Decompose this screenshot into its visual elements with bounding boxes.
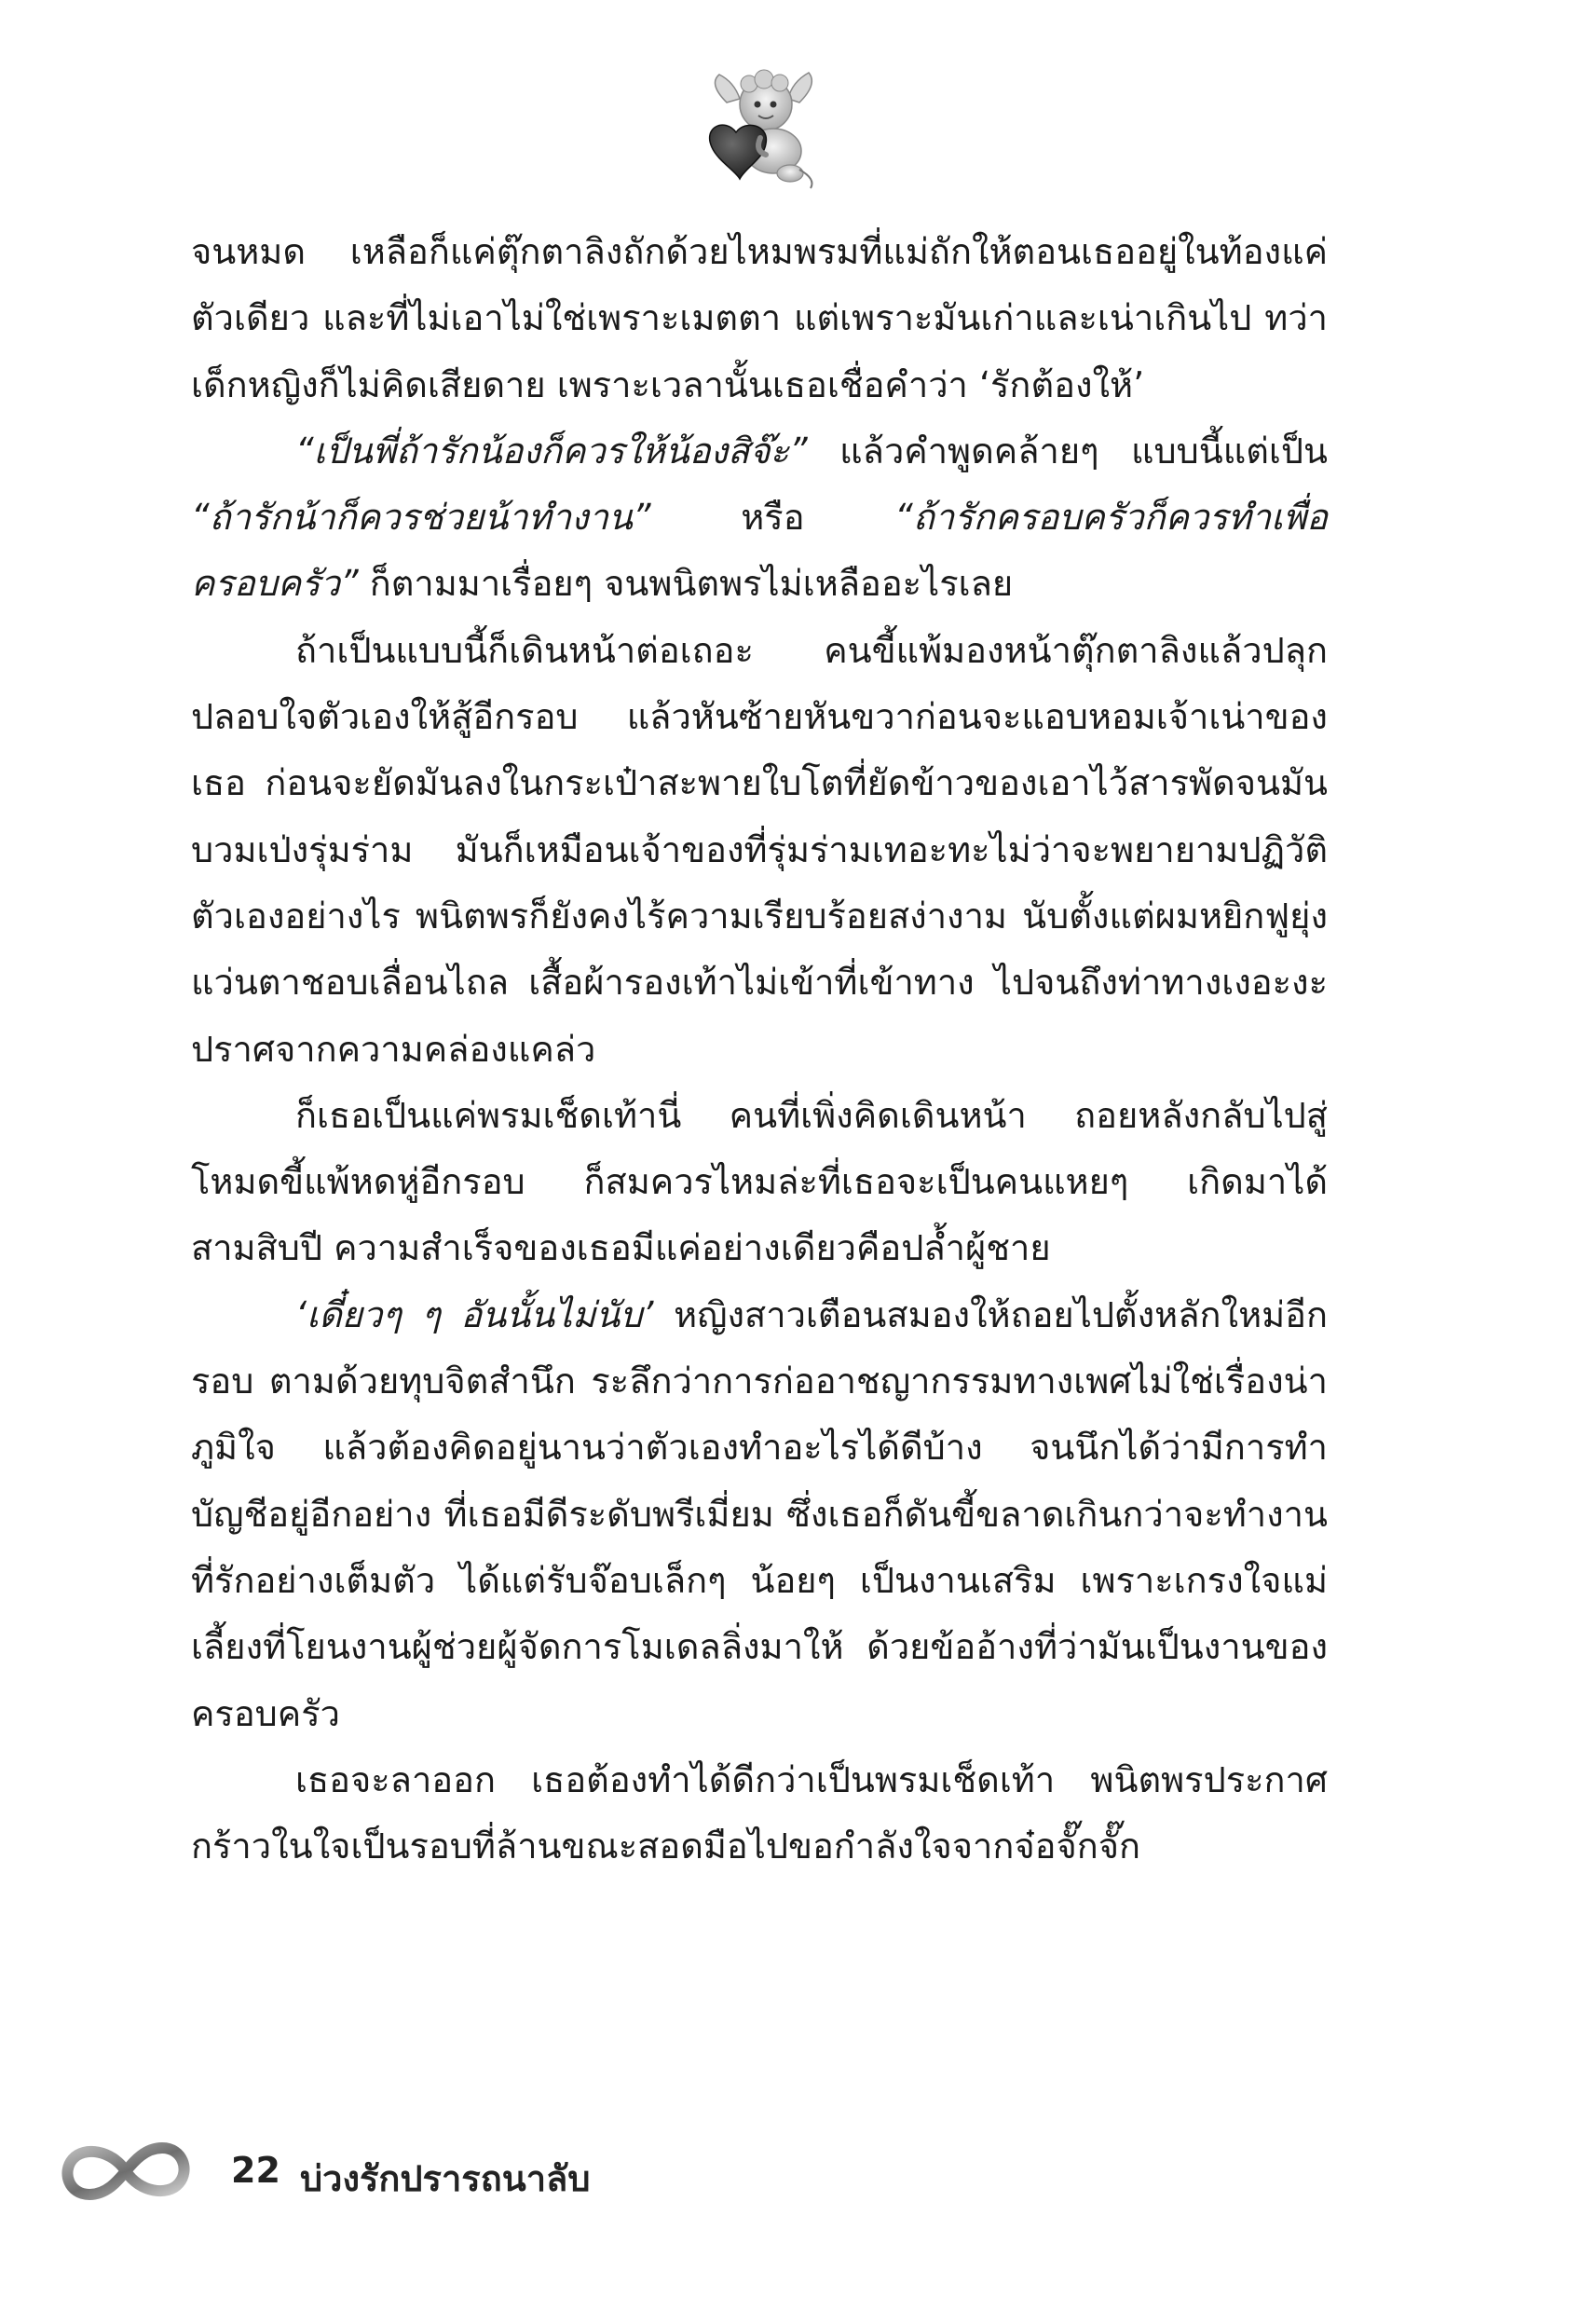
text-span: แล้วคำพูดคล้ายๆ แบบนี้แต่เป็น: [807, 430, 1328, 472]
page-footer: [56, 2129, 708, 2213]
cupid-with-heart-icon: [699, 65, 829, 196]
text-span: ก็ตามมาเรื่อยๆ จนพนิตพรไม่เหลืออะไรเลย: [358, 563, 1014, 605]
body-text: [191, 219, 1328, 1880]
infinity-logo-icon: [56, 2129, 196, 2213]
paragraph-2: [191, 418, 1328, 618]
paragraph-3: ถ้าเป็นแบบนี้ก็เดินหน้าต่อเถอะ คนขี้แพ้มองหน้าตุ๊กตาลิงแล้วปลุกปลอบใจตัวเองให้สู้อีกรอบ แล้วหันซ้ายหันขวาก่อนจะแอบหอมเจ้าเน่าของเธอ ก่อนจะยัดมันลงในกระเป๋าสะพายใบโตที่ยัดข้าวของเอาไว้สารพัดจนมันบวมเป่งรุ่มร่าม มันก็เหมือนเจ้าของที่รุ่มร่ามเทอะทะไม่ว่าจะพยายามปฏิวัติตัวเองอย่างไร พนิตพรก็ยังคงไร้ความเรียบร้อยสง่างาม นับตั้งแต่ผมหยิกฟูยุ่ง แว่นตาชอบเลื่อนไถล เสื้อผ้ารองเท้าไม่เข้าที่เข้าทาง ไปจนถึงท่าทางเงอะงะปราศจากความคล่องแคล่ว: [191, 629, 1328, 1070]
text-span: หญิงสาวเตือนสมองให้ถอยไปตั้งหลักใหม่อีกรอบ ตามด้วยทุบจิตสำนึก ระลึกว่าการก่ออาชญากรรมทางเพศไม่ใช่เรื่องน่าภูมิใจ แล้วต้องคิดอยู่นานว่าตัวเองทำอะไรได้ดีบ้าง จนนึกได้ว่ามีการทำบัญชีอยู่อีกอย่าง ที่เธอมีดีระดับพรีเมี่ยม ซึ่งเธอก็ดันขี้ขลาดเกินกว่าจะทำงานที่รักอย่างเต็มตัว ได้แต่รับจ๊อบเล็กๆ น้อยๆ เป็นงานเสริม เพราะเกรงใจแม่เลี้ยงที่โยนงานผู้ช่วยผู้จัดการโมเดลลิ่งมาให้ ด้วยข้ออ้างที่ว่ามันเป็นงานของครอบครัว: [191, 1293, 1328, 1734]
paragraph-5: [191, 1282, 1328, 1747]
quote-3: “ถ้ารักครอบครัวก็ควรทำเพื่อครอบครัว”: [191, 497, 1328, 605]
quote-4: ‘เดี๋ยวๆ ๆ อันนั้นไม่นับ’: [295, 1293, 654, 1335]
quote-2: “ถ้ารักน้าก็ควรช่วยน้าทำงาน”: [191, 497, 651, 539]
paragraph-6: เธอจะลาออก เธอต้องทำได้ดีกว่าเป็นพรมเช็ดเท้า พนิตพรประกาศกร้าวในใจเป็นรอบที่ล้านขณะสอดมือไปขอกำลังใจจากจ๋อจั๊กจั๊ก: [191, 1758, 1328, 1867]
paragraph-1: จนหมด เหลือก็แค่ตุ๊กตาลิงถักด้วยไหมพรมที่แม่ถักให้ตอนเธออยู่ในท้องแค่ตัวเดียว และที่ไม่เอาไม่ใช่เพราะเมตตา แต่เพราะมันเก่าและเน่าเกินไป ทว่าเด็กหญิงก็ไม่คิดเสียดาย เพราะเวลานั้นเธอเชื่อคำว่า ‘รักต้องให้’: [191, 231, 1328, 405]
paragraph-4: ก็เธอเป็นแค่พรมเช็ดเท้านี่ คนที่เพิ่งคิดเดินหน้า ถอยหลังกลับไปสู่โหมดขี้แพ้หดหู่อีกรอบ ก็สมควรไหมล่ะที่เธอจะเป็นคนแหยๆ เกิดมาได้สามสิบปี ความสำเร็จของเธอมีแค่อย่างเดียวคือปล้ำผู้ชาย: [191, 1094, 1328, 1269]
book-title: บ่วงรักปรารถนาลับ: [300, 2158, 591, 2199]
quote-1: “เป็นพี่ถ้ารักน้องก็ควรให้น้องสิจ๊ะ”: [295, 430, 808, 472]
page-number: 22: [231, 2150, 280, 2191]
text-span: หรือ: [650, 497, 895, 539]
